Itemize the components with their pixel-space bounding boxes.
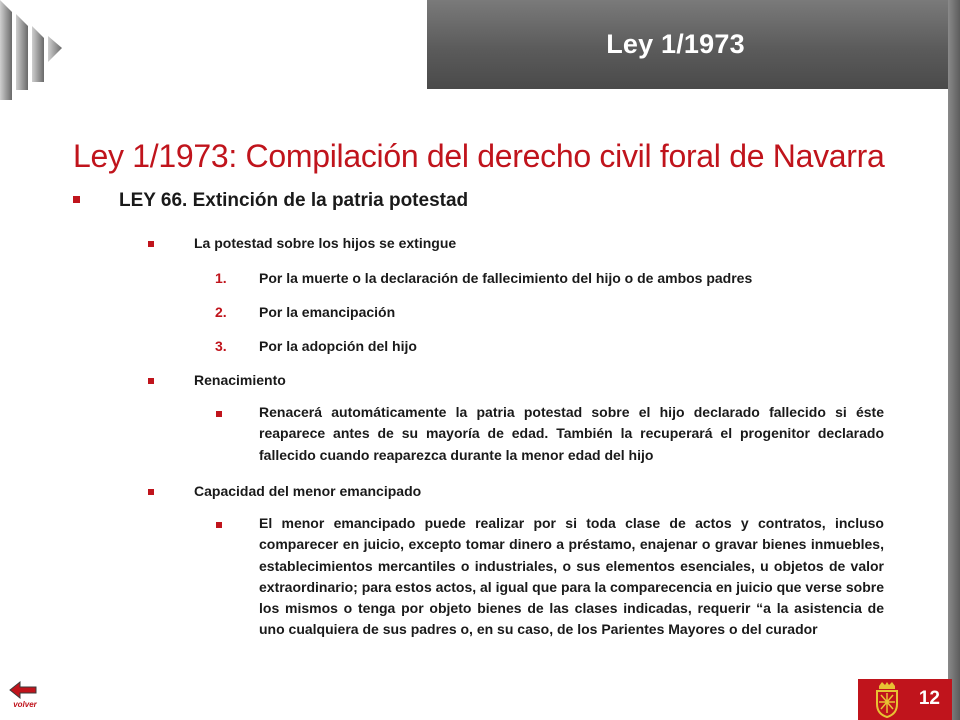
coat-of-arms-icon (873, 682, 901, 718)
section-heading: Renacimiento (194, 372, 286, 388)
main-bullet-text: LEY 66. Extinción de la patria potestad (119, 190, 469, 211)
back-arrow-icon (8, 680, 40, 700)
paragraph: Renacerá automáticamente la patria potestad sobre el hijo declarado fallecido si éste reaparece antes de su mayoría de edad. También la recuperará el progenitor declarado fallecido cuando reaparezca durante la menor edad del hijo (259, 404, 884, 463)
list-number: 1. (215, 270, 227, 286)
list-item: Por la adopción del hijo (259, 338, 417, 354)
section-heading: La potestad sobre los hijos se extingue (194, 235, 457, 251)
header-title: Ley 1/1973 (606, 29, 745, 59)
list-number: 3. (215, 338, 227, 354)
bullet-icon (148, 378, 154, 384)
back-label: volver (13, 700, 37, 709)
bullet-icon (148, 241, 154, 247)
list-item: Por la emancipación (259, 304, 396, 320)
bullet-icon (216, 522, 222, 528)
slide-title: Ley 1/1973: Compilación del derecho civil foral de Navarra (73, 138, 885, 174)
bullet-icon (73, 196, 80, 203)
page-number-badge (858, 679, 952, 720)
page-number: 12 (918, 688, 940, 709)
section-heading: Capacidad del menor emancipado (194, 483, 422, 499)
back-button[interactable] (8, 680, 48, 710)
list-number: 2. (215, 304, 227, 320)
list-item: Por la muerte o la declaración de fallecimiento del hijo o de ambos padres (259, 270, 753, 286)
paragraph: El menor emancipado puede realizar por si toda clase de actos y contratos, incluso comparecer en juicio, excepto tomar dinero a préstamo, enajenar o gravar bienes inmuebles, establecimientos mercantiles o industriales, o sus elementos esenciales, u objetos de valor extraordinario; para estos actos, al igual que para la comparecencia en juicio que verse sobre los mismos o tenga por objeto bienes de las clases indicadas, requerir “a la asistencia de uno cualquiera de sus padres o, en su caso, de los Parientes Mayores o del curador (259, 515, 884, 638)
bullet-icon (148, 489, 154, 495)
bullet-icon (216, 411, 222, 417)
